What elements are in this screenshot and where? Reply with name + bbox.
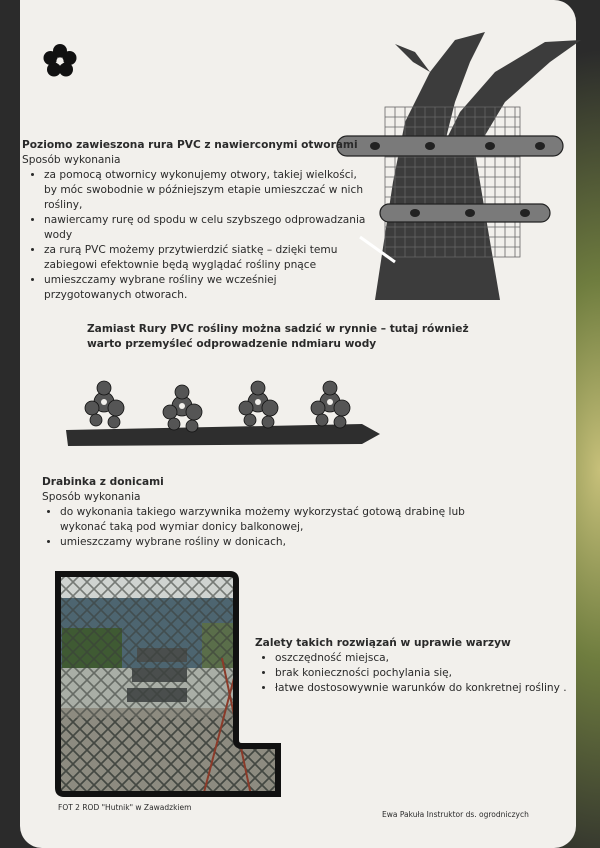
gutter-planter-illustration (62, 372, 384, 452)
list-item: • umieszczamy wybrane rośliny we wcześniej przygotowanych otworach. (44, 273, 367, 303)
list-item: • oszczędność miejsca, (275, 651, 575, 666)
list-item: • do wykonania takiego warzywnika możemy wykorzystać gotową drabinę lub wykonać taką pod wymiar donicy balkonowej, (60, 505, 512, 535)
photo-caption: FOT 2 ROD "Hutnik" w Zawadzkiem (58, 803, 192, 812)
list-item: • brak konieczności pochylania się, (275, 666, 575, 681)
ladder-photo (52, 568, 284, 800)
ladder-subtitle: Sposób wykonania (42, 491, 141, 503)
ladder-section (42, 475, 512, 550)
pvc-title: Poziomo zawieszona rura PVC z nawierconymi otworami (22, 139, 358, 151)
list-item: • za pomocą otwornicy wykonujemy otwory, takiej wielkości, by móc swobodnie w późniejszym etapie umieszczać w nich rośliny, (44, 168, 367, 213)
pvc-list (22, 168, 367, 303)
list-item: • umieszczamy wybrane rośliny w donicach, (60, 535, 512, 550)
pvc-section (22, 138, 367, 303)
author-signature: Ewa Pakuła Instruktor ds. ogrodniczych (382, 810, 529, 819)
benefits-list (255, 651, 575, 696)
flower-icon (42, 43, 78, 79)
list-item: • łatwe dostosowywnie warunków do konkretnej rośliny . (275, 681, 575, 696)
pvc-subtitle: Sposób wykonania (22, 154, 121, 166)
gutter-note: Zamiast Rury PVC rośliny można sadzić w rynnie – tutaj również warto przemyśleć odprowadzenie ndmiaru wody (87, 323, 469, 350)
ladder-list (42, 505, 512, 550)
benefits-section (255, 636, 575, 696)
benefits-title: Zalety takich rozwiązań w uprawie warzyw (255, 637, 511, 649)
tree-pvc-pipe-illustration (335, 32, 581, 300)
list-item: • za rurą PVC możemy przytwierdzić siatkę – dzięki temu zabiegowi efektownie będą wyglądać rośliny pnące (44, 243, 367, 273)
ladder-title: Drabinka z donicami (42, 476, 164, 488)
list-item: • nawiercamy rurę od spodu w celu szybszego odprowadzania wody (44, 213, 367, 243)
